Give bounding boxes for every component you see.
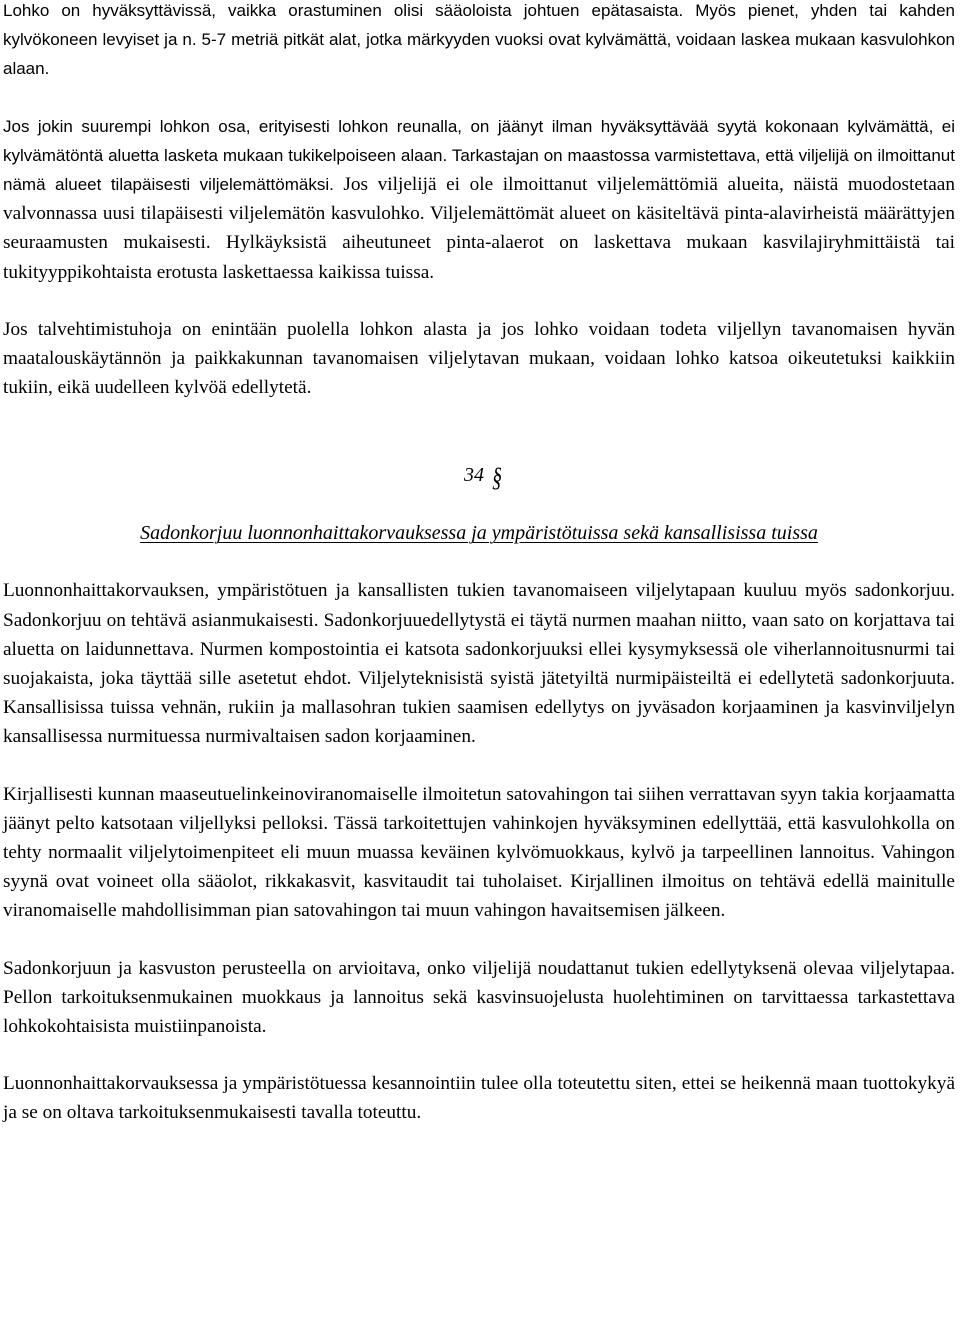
paragraph-gap: [3, 752, 955, 780]
section-number: [11, 460, 955, 493]
section-title: Sadonkorjuu luonnonhaittakorvauksessa ja ympäristötuissa sekä kansallisissa tuissa: [140, 522, 818, 545]
paragraph-6: Sadonkorjuun ja kasvuston perusteella on arvioitava, onko viljelijä noudattanut tukien edellytyksenä olevaa viljelytapaa. Pellon tarkoituksenmukainen muokkaus ja lannoitus sekä kasvinsuojelusta huolehtiminen on tarvittaessa tarkastettava lohkokohtaisista muistiinpanoista.: [3, 957, 955, 1038]
paragraph-2-sans-part: Jos jokin suurempi lohkon osa, erityisesti lohkon reunalla, on jäänyt ilman hyväksyttävää syytä kokonaan kylvämättä, ei kylvämätöntä aluetta lasketa mukaan tukikelpoiseen alaan. Tarkastajan on maastossa varmistettava, että viljelijä on ilmoittanut nämä alueet tilapäisesti viljelemättömäksi.: [3, 116, 955, 195]
section-gap: [3, 402, 955, 460]
paragraph-gap: [3, 287, 955, 315]
paragraph-3: Jos talvehtimistuhoja on enintään puolella lohkon alasta ja jos lohko voidaan todeta viljellyn tavanomaisen hyvän maatalouskäytännön ja paikkakunnan tavanomaisen viljelytavan mukaan, voidaan lohko katsoa oikeutetuksi kaikkiin tukiin, eikä uudelleen kylvöä edellytetä.: [3, 318, 955, 399]
paragraph-gap: [3, 84, 955, 112]
paragraph-4: Luonnonhaittakorvauksen, ympäristötuen ja kansallisten tukien tavanomaiseen viljelytapaan kuuluu myös sadonkorjuu. Sadonkorjuu on tehtävä asianmukaisesti. Sadonkorjuuedellytystä ei täytä nurmen maahan niitto, vaan sato on korjattava tai aluetta on laidunnettava. Nurmen kompostointia ei katsota sadonkorjuuksi ellei kysymyksessä ole viherlannoitusnurmi tai suojakaista, joka täyttää sille asetetut ehdot. Viljelyteknisistä syistä jätetyiltä nurmipäisteiltä ei edellytetä sadonkorjuuta. Kansallisissa tuissa vehnän, rukiin ja mallasohran tukien saamisen edellytys on jyväsadon korjaaminen ja kasvinviljelyn kansallisessa nurmituessa nurmivaltaisen sadon korjaaminen.: [3, 580, 955, 748]
paragraph-2: [3, 112, 955, 287]
paragraph-7: Luonnonhaittakorvauksessa ja ympäristötuessa kesannointiin tulee olla toteutettu siten, ettei se heikennä maan tuottokykyä ja se on oltava tarkoituksenmukaisesti tavalla toteuttu.: [3, 1073, 955, 1124]
paragraph-gap: [3, 1041, 955, 1069]
section-symbol: §: [492, 463, 502, 493]
paragraph-1: Lohko on hyväksyttävissä, vaikka orastuminen olisi sääoloista johtuen epätasaista. Myös pienet, yhden tai kahden kylvökoneen levyiset ja n. 5-7 metriä pitkät alat, jotka märkyyden vuoksi ovat kylvämättä, voidaan laskea mukaan kasvulohkon alaan.: [3, 1, 955, 79]
paragraph-5: Kirjallisesti kunnan maaseutuelinkeinoviranomaiselle ilmoitetun satovahingon tai siihen verrattavan syyn takia korjaamatta jäänyt pelto katsotaan viljellyksi pelloksi. Tässä tarkoitettujen vahinkojen hyväksyminen edellyttää, että kasvulohkolla on tehty normaalit viljelytoimenpiteet eli muun muassa keväinen kylvömuokkaus, kylvö ja tarpeellinen lannoitus. Vahingon syynä ovat voineet olla sääolot, rikkakasvit, kasvitaudit tai tuholaiset. Kirjallinen ilmoitus on tehtävä edellä mainitulle viranomaiselle mahdollisimman pian satovahingon tai muun vahingon havaitsemisen jälkeen.: [3, 783, 956, 922]
section-number-value: 34: [464, 464, 484, 487]
paragraph-gap: [3, 926, 955, 954]
paragraph-gap: [3, 548, 955, 576]
document-page: [3, 0, 955, 1128]
paragraph-2-serif-part: Jos viljelijä ei ole ilmoittanut viljelemättömiä alueita, näistä muodostetaan valvonnassa uusi tilapäisesti viljelemätön kasvulohko. Viljelemättömät alueet on käsiteltävä pinta-alavirheistä määrättyjen seuraamusten mukaisesti. Hylkäyksistä aiheutuneet pinta-alaerot on laskettava mukaan kasvilajiryhmittäistä tai tukityyppikohtaista erotusta laskettaessa kaikissa tuissa.: [3, 174, 955, 283]
